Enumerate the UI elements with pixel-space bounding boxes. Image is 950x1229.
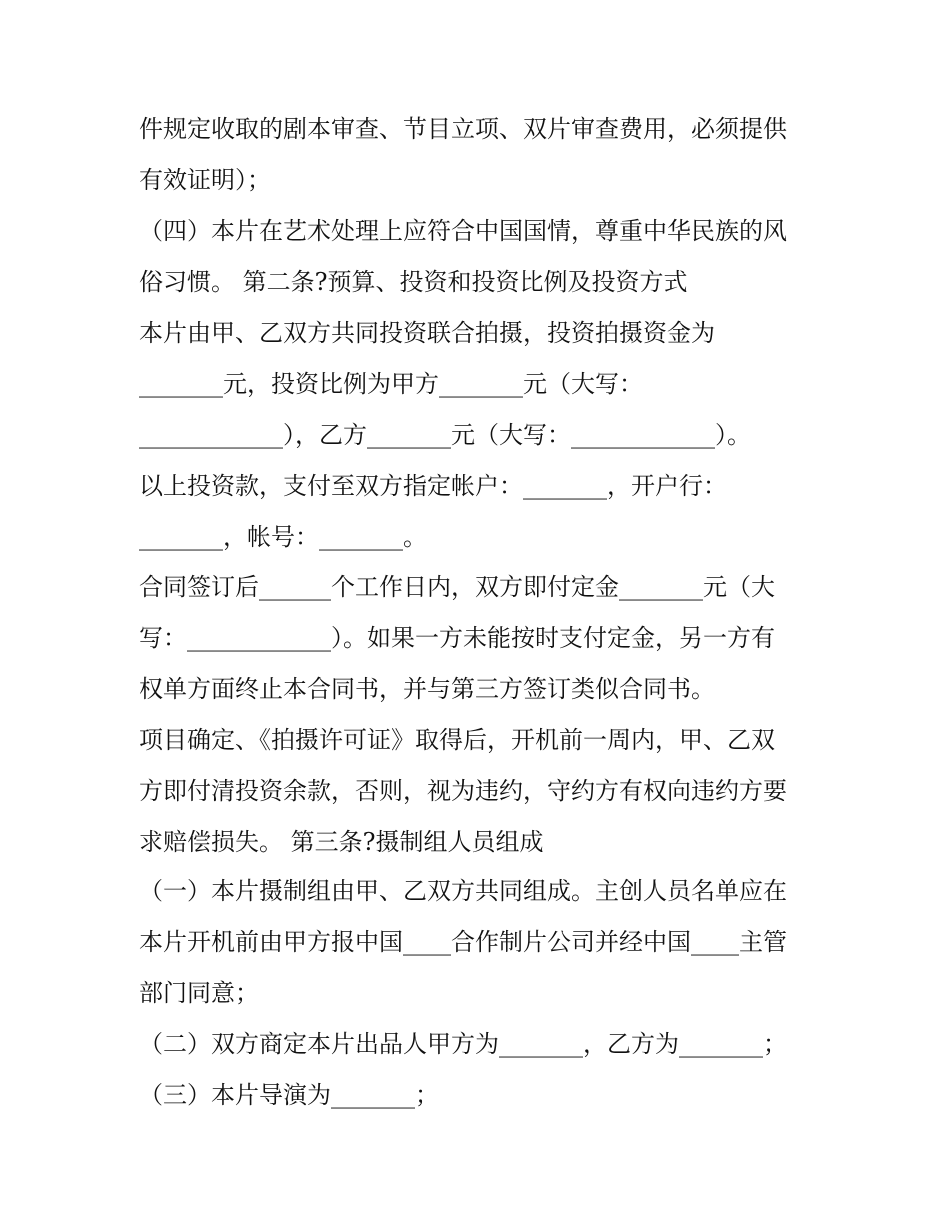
text-line: ____________），乙方_______元（大写：____________）。: [139, 421, 751, 449]
text-line: （三）本片导演为_______；: [139, 1081, 439, 1109]
text-line: （二）双方商定本片出品人甲方为_______，乙方为_______；: [139, 1030, 787, 1058]
text-line: 件规定收取的剧本审查、节目立项、双片审查费用，必须提供: [139, 115, 787, 143]
text-line: （四）本片在艺术处理上应符合中国国情，尊重中华民族的风: [139, 217, 787, 245]
text-line: _______，帐号：_______。: [139, 523, 427, 551]
text-line: _______元，投资比例为甲方_______元（大写：: [139, 370, 643, 398]
text-line: 以上投资款，支付至双方指定帐户：_______，开户行：: [139, 472, 727, 500]
text-line: 有效证明）；: [139, 166, 271, 194]
text-line: 部门同意；: [139, 979, 259, 1007]
text-line: 合同签订后______个工作日内，双方即付定金_______元（大: [139, 573, 775, 601]
text-line: 方即付清投资余款，否则，视为违约，守约方有权向违约方要: [139, 777, 787, 805]
text-line: 本片开机前由甲方报中国____合作制片公司并经中国____主管: [139, 928, 787, 956]
text-line: 项目确定、《拍摄许可证》取得后，开机前一周内，甲、乙双: [139, 726, 775, 754]
text-line: 本片由甲、乙双方共同投资联合拍摄，投资拍摄资金为: [139, 319, 715, 347]
text-line: 俗习惯。 第二条?预算、投资和投资比例及投资方式: [139, 268, 688, 296]
text-line: 求赔偿损失。 第三条?摄制组人员组成: [139, 828, 544, 856]
text-line: 权单方面终止本合同书，并与第三方签订类似合同书。: [139, 675, 715, 703]
text-line: 写：____________）。如果一方未能按时支付定金，另一方有: [139, 624, 775, 652]
text-line: （一）本片摄制组由甲、乙双方共同组成。主创人员名单应在: [139, 877, 787, 905]
